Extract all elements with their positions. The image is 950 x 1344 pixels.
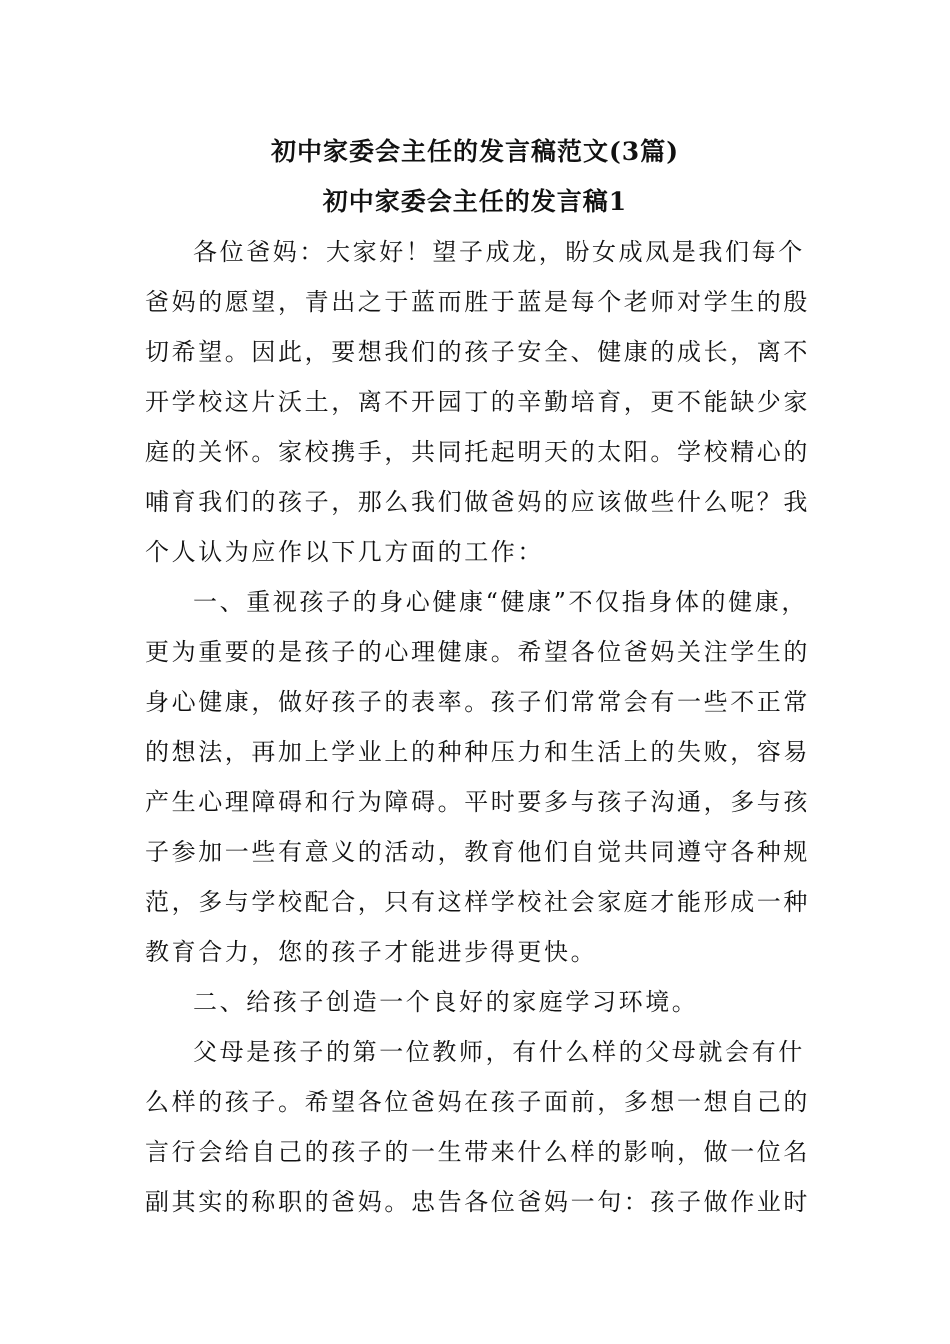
section-heading: 二、给孩子创造一个良好的家庭学习环境。 xyxy=(193,988,699,1016)
paragraph-line: 各位爸妈：大家好！望子成龙，盼女成凤是我们每个 xyxy=(193,238,805,266)
paragraph-line: 爸妈的愿望，青出之于蓝而胜于蓝是每个老师对学生的殷 xyxy=(145,288,810,316)
paragraph-line: 产生心理障碍和行为障碍。平时要多与孩子沟通，多与孩 xyxy=(145,788,810,816)
paragraph-line: 更为重要的是孩子的心理健康。希望各位爸妈关注学生的 xyxy=(145,638,810,666)
paragraph-line: 副其实的称职的爸妈。忠告各位爸妈一句：孩子做作业时 xyxy=(145,1188,810,1216)
paragraph-line: 教育合力，您的孩子才能进步得更快。 xyxy=(145,938,598,966)
paragraph-line: 子参加一些有意义的活动，教育他们自觉共同遵守各种规 xyxy=(145,838,810,866)
paragraph-line: 切希望。因此，要想我们的孩子安全、健康的成长，离不 xyxy=(145,338,810,366)
paragraph-line: 言行会给自己的孩子的一生带来什么样的影响，做一位名 xyxy=(145,1138,810,1166)
document-title: 初中家委会主任的发言稿范文(3篇) xyxy=(270,137,680,166)
paragraph-line: 庭的关怀。家校携手，共同托起明天的太阳。学校精心的 xyxy=(145,438,810,466)
paragraph-line: 个人认为应作以下几方面的工作： xyxy=(145,538,544,566)
paragraph-line: 一、重视孩子的身心健康“健康”不仅指身体的健康， xyxy=(193,588,808,616)
paragraph-line: 么样的孩子。希望各位爸妈在孩子面前，多想一想自己的 xyxy=(145,1088,810,1116)
speech-title: 初中家委会主任的发言稿1 xyxy=(322,187,628,216)
paragraph-line: 身心健康，做好孩子的表率。孩子们常常会有一些不正常 xyxy=(145,688,810,716)
paragraph-line: 开学校这片沃土，离不开园丁的辛勤培育，更不能缺少家 xyxy=(145,388,810,416)
paragraph-line: 哺育我们的孩子，那么我们做爸妈的应该做些什么呢？我 xyxy=(145,488,810,516)
paragraph-line: 父母是孩子的第一位教师，有什么样的父母就会有什 xyxy=(193,1038,805,1066)
paragraph-line: 范，多与学校配合，只有这样学校社会家庭才能形成一种 xyxy=(145,888,810,916)
paragraph-line: 的想法，再加上学业上的种种压力和生活上的失败，容易 xyxy=(145,738,810,766)
